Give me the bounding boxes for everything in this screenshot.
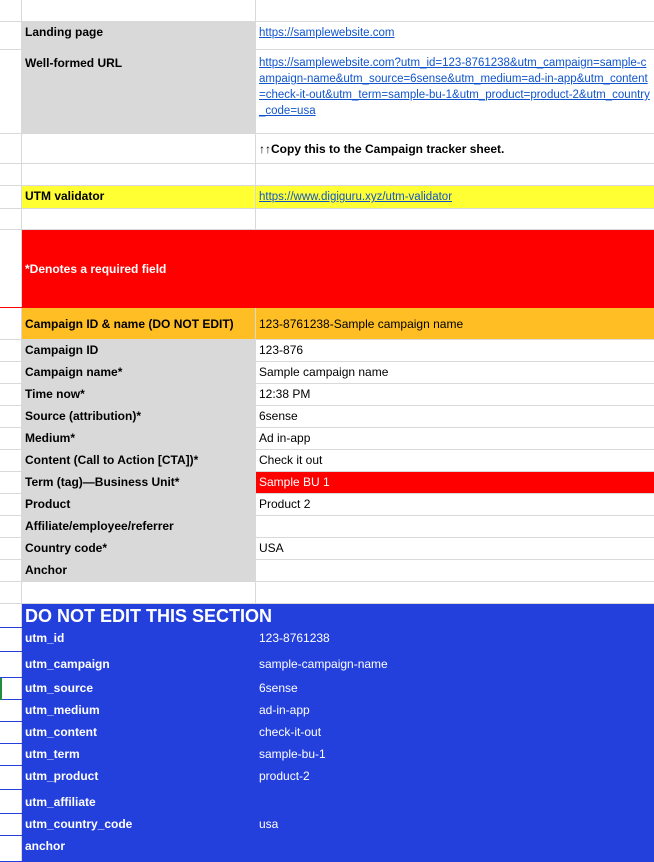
field-row [0, 428, 654, 450]
field-value[interactable]: 12:38 PM [259, 387, 311, 401]
field-row [0, 560, 654, 582]
field-value[interactable]: Check it out [259, 453, 323, 467]
empty-cell[interactable] [22, 582, 256, 603]
utm-label: utm_id [25, 631, 65, 645]
empty-cell[interactable] [256, 0, 654, 21]
landing-page-cell[interactable] [256, 22, 654, 49]
field-label: Country code* [22, 538, 256, 559]
field-value[interactable] [256, 516, 654, 537]
utm-row [0, 652, 654, 678]
landing-page-label: Landing page [22, 22, 256, 49]
utm-row [0, 628, 654, 652]
field-label: Campaign name* [22, 362, 256, 383]
field-value[interactable]: 123-876 [259, 343, 304, 357]
empty-row [0, 0, 654, 22]
field-value[interactable] [256, 560, 654, 581]
empty-cell [256, 604, 654, 627]
utm-value [256, 836, 654, 861]
row-gutter [0, 362, 22, 383]
empty-cell[interactable] [256, 164, 654, 185]
utm-row [0, 744, 654, 766]
required-note-row [0, 230, 654, 308]
field-label: Campaign ID [22, 340, 256, 361]
empty-cell[interactable] [256, 209, 654, 229]
field-row [0, 362, 654, 384]
row-gutter [0, 22, 22, 49]
utm-value: ad-in-app [259, 703, 310, 717]
row-gutter [0, 186, 22, 208]
row-gutter [0, 472, 22, 493]
copy-note-row [0, 134, 654, 164]
row-gutter [0, 516, 22, 537]
utm-label: utm_source [25, 681, 94, 695]
utm-row [0, 814, 654, 836]
field-label: Product [22, 494, 256, 515]
field-row [0, 494, 654, 516]
utm-row [0, 678, 654, 700]
utm-validator-link[interactable]: https://www.digiguru.xyz/utm-validator [259, 191, 453, 203]
field-value[interactable]: USA [259, 541, 284, 555]
campaign-header-label: Campaign ID & name (DO NOT EDIT) [22, 308, 256, 339]
row-gutter [0, 628, 22, 651]
utm-row [0, 700, 654, 722]
row-gutter [0, 604, 22, 627]
field-label: Content (Call to Action [CTA])* [22, 450, 256, 471]
selection-indicator [0, 678, 2, 700]
empty-row [0, 582, 654, 604]
row-gutter [0, 308, 22, 339]
do-not-edit-title: DO NOT EDIT THIS SECTION [25, 606, 273, 626]
row-gutter [0, 50, 22, 133]
field-label: Affiliate/employee/referrer [22, 516, 256, 537]
empty-cell[interactable] [22, 164, 256, 185]
row-gutter [0, 652, 22, 677]
row-gutter [0, 814, 22, 835]
well-formed-url-row [0, 50, 654, 134]
row-gutter [0, 164, 22, 185]
row-gutter [0, 766, 22, 789]
row-gutter [0, 428, 22, 449]
utm-label: utm_campaign [25, 657, 110, 671]
utm-label: utm_country_code [25, 817, 133, 831]
row-gutter [0, 0, 22, 21]
row-gutter [0, 230, 22, 307]
utm-validator-row [0, 186, 654, 209]
field-label: Medium* [22, 428, 256, 449]
field-value[interactable]: Ad in-app [259, 431, 311, 445]
utm-label: utm_affiliate [25, 795, 96, 809]
well-formed-url-label: Well-formed URL [22, 50, 256, 133]
utm-value: 6sense [259, 681, 298, 695]
row-gutter [0, 450, 22, 471]
empty-cell[interactable] [22, 134, 256, 163]
field-value[interactable]: Product 2 [259, 497, 311, 511]
utm-value [256, 790, 654, 813]
field-row [0, 406, 654, 428]
field-label: Source (attribution)* [22, 406, 256, 427]
copy-note: ↑↑Copy this to the Campaign tracker sheet. [259, 142, 505, 156]
utm-value: sample-bu-1 [259, 747, 326, 761]
required-note: *Denotes a required field [25, 262, 167, 276]
field-value[interactable]: 6sense [259, 409, 298, 423]
row-gutter [0, 406, 22, 427]
field-row [0, 384, 654, 406]
field-row [0, 538, 654, 560]
row-gutter [0, 722, 22, 743]
field-label: Time now* [22, 384, 256, 405]
utm-label: utm_product [25, 769, 99, 783]
campaign-header-value: 123-8761238-Sample campaign name [259, 317, 464, 331]
empty-cell[interactable] [22, 0, 256, 21]
field-row [0, 516, 654, 538]
field-label: Anchor [22, 560, 256, 581]
field-row [0, 472, 654, 494]
do-not-edit-title-row [0, 604, 654, 628]
utm-value: product-2 [259, 769, 310, 783]
utm-label: utm_content [25, 725, 97, 739]
empty-row [0, 164, 654, 186]
row-gutter [0, 340, 22, 361]
row-gutter [0, 790, 22, 813]
empty-cell[interactable] [22, 209, 256, 229]
utm-validator-label: UTM validator [22, 186, 256, 208]
well-formed-url-cell[interactable] [256, 50, 654, 133]
row-gutter [0, 836, 22, 861]
field-row [0, 340, 654, 362]
empty-row [0, 209, 654, 230]
utm-value: check-it-out [259, 725, 322, 739]
field-value[interactable]: Sample campaign name [259, 365, 389, 379]
field-label: Term (tag)—Business Unit* [22, 472, 256, 493]
campaign-header-row [0, 308, 654, 340]
utm-validator-cell[interactable] [256, 186, 654, 208]
empty-cell[interactable] [256, 582, 654, 603]
utm-label: utm_term [25, 747, 80, 761]
row-gutter [0, 560, 22, 581]
field-row [0, 450, 654, 472]
row-gutter [0, 582, 22, 603]
utm-value: 123-8761238 [259, 631, 330, 645]
row-gutter [0, 134, 22, 163]
utm-value: usa [259, 817, 279, 831]
row-gutter [0, 209, 22, 229]
utm-row [0, 766, 654, 790]
field-value-error[interactable]: Sample BU 1 [256, 472, 654, 493]
row-gutter [0, 494, 22, 515]
row-gutter [0, 744, 22, 765]
utm-row [0, 722, 654, 744]
empty-cell[interactable] [256, 230, 654, 307]
landing-page-link[interactable]: https://samplewebsite.com [259, 27, 395, 39]
row-gutter [0, 678, 22, 699]
utm-row [0, 790, 654, 814]
utm-label: utm_medium [25, 703, 100, 717]
utm-label: anchor [25, 839, 66, 853]
row-gutter [0, 538, 22, 559]
row-gutter [0, 700, 22, 721]
landing-page-row [0, 22, 654, 50]
utm-row [0, 836, 654, 862]
utm-value: sample-campaign-name [259, 657, 388, 671]
row-gutter [0, 384, 22, 405]
well-formed-url-link[interactable]: https://samplewebsite.com?utm_id=123-8761238&utm_campaign=sample-campaign-name&utm_source=6sense&utm_medium=ad-in-app&utm_content=check-it-out&utm_term=sample-bu-1&utm_product=product-2&utm_country_code=usa [259, 57, 650, 117]
